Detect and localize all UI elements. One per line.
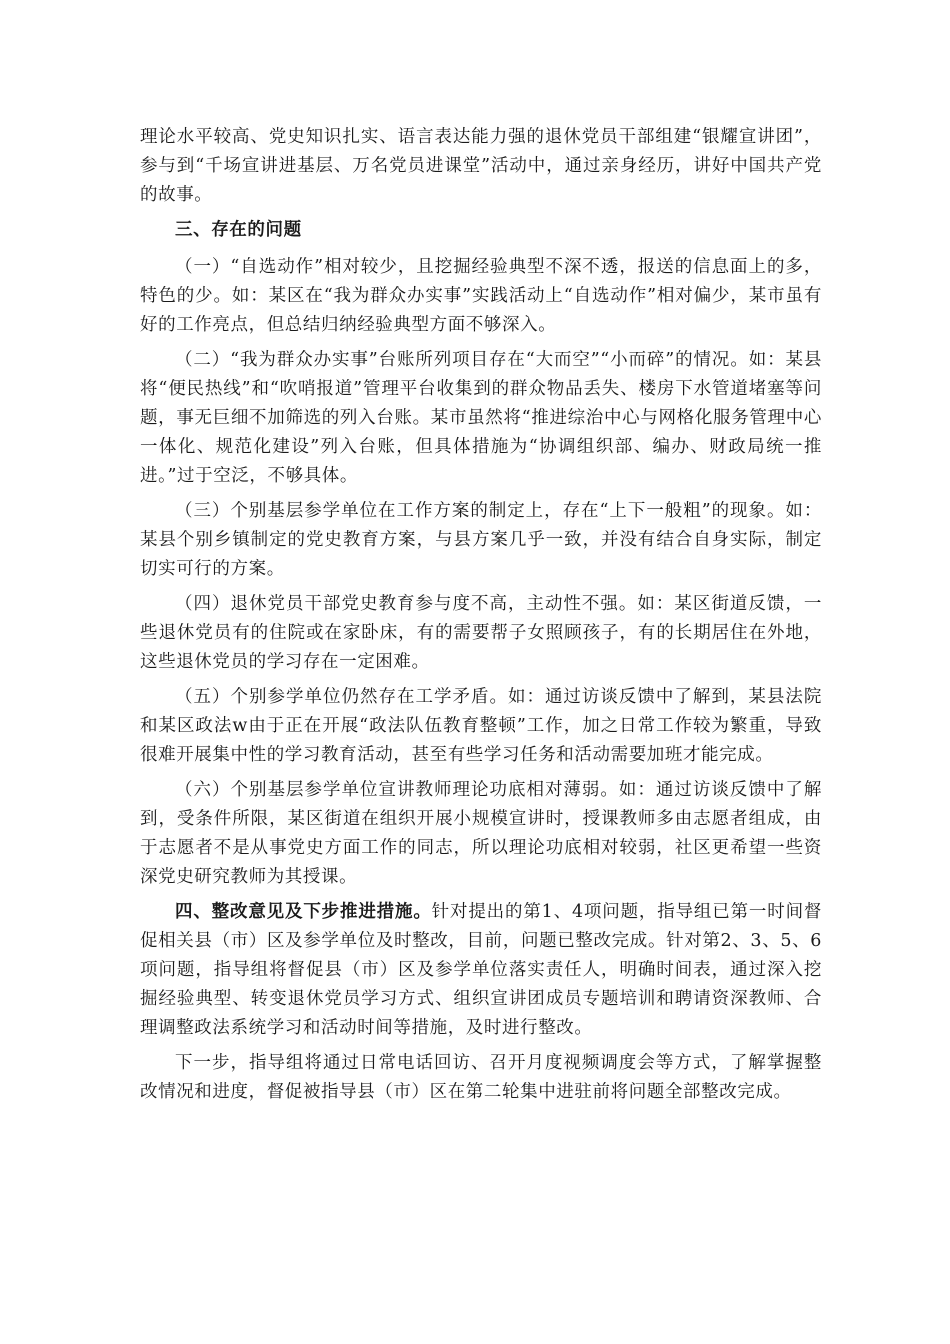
problem-paragraph-4: （四）退休党员干部党史教育参与度不高，主动性不强。如：某区街道反馈，一些退休党员有的住院或在家卧床，有的需要帮子女照顾孩子，有的长期居住在外地，这些退休党员的学习存在一定困难。 <box>140 594 822 672</box>
section-4-heading: 四、整改意见及下步推进措施。 <box>175 902 432 922</box>
document-page <box>140 123 822 1113</box>
section-4-body: 针对提出的第1、4项问题，指导组已第一时间督促相关县（市）区及参学单位及时整改，目前，问题已整改完成。针对第2、3、5、6项问题，指导组将督促县（市）区及参学单位落实责任人，明确时间表，通过深入挖掘经验典型、转变退休党员学习方式、组织宣讲团成员专题培训和聘请资深教师、合理调整政法系统学习和活动时间等措施，及时进行整改。 <box>140 902 822 1038</box>
problem-paragraph-6: （六）个别基层参学单位宣讲教师理论功底相对薄弱。如：通过访谈反馈中了解到，受条件所限，某区街道在组织开展小规模宣讲时，授课教师多由志愿者组成，由于志愿者不是从事党史方面工作的同志，所以理论功底相对较弱，社区更希望一些资深党史研究教师为其授课。 <box>140 780 822 887</box>
problem-paragraph-5: （五）个别参学单位仍然存在工学矛盾。如：通过访谈反馈中了解到，某县法院和某区政法w由于正在开展“政法队伍教育整顿”工作，加之日常工作较为繁重，导致很难开展集中性的学习教育活动，甚至有些学习任务和活动需要加班才能完成。 <box>140 687 822 765</box>
problem-paragraph-2: （二）“我为群众办实事”台账所列项目存在“大而空”“小而碎”的情况。如：某县将“便民热线”和“吹哨报道”管理平台收集到的群众物品丢失、楼房下水管道堵塞等问题，事无巨细不加筛选的列入台账。某市虽然将“推进综治中心与网格化服务管理中心一体化、规范化建设”列入台账，但具体措施为“协调组织部、编办、财政局统一推进。”过于空泛，不够具体。 <box>140 350 822 486</box>
section-3-heading: 三、存在的问题 <box>175 220 302 240</box>
problem-paragraph-1: （一）“自选动作”相对较少，且挖掘经验典型不深不透，报送的信息面上的多，特色的少。如：某区在“我为群众办实事”实践活动上“自选动作”相对偏少，某市虽有好的工作亮点，但总结归纳经验典型方面不够深入。 <box>140 257 822 335</box>
section-4-paragraph <box>140 898 822 1043</box>
intro-paragraph: 理论水平较高、党史知识扎实、语言表达能力强的退休党员干部组建“银耀宣讲团”，参与到“千场宣讲进基层、万名党员进课堂”活动中，通过亲身经历，讲好中国共产党的故事。 <box>140 127 822 205</box>
next-step-paragraph: 下一步，指导组将通过日常电话回访、召开月度视频调度会等方式，了解掌握整改情况和进度，督促被指导县（市）区在第二轮集中进驻前将问题全部整改完成。 <box>140 1053 822 1102</box>
problem-paragraph-3: （三）个别基层参学单位在工作方案的制定上，存在“上下一般粗”的现象。如：某县个别乡镇制定的党史教育方案，与县方案几乎一致，并没有结合自身实际，制定切实可行的方案。 <box>140 501 822 579</box>
